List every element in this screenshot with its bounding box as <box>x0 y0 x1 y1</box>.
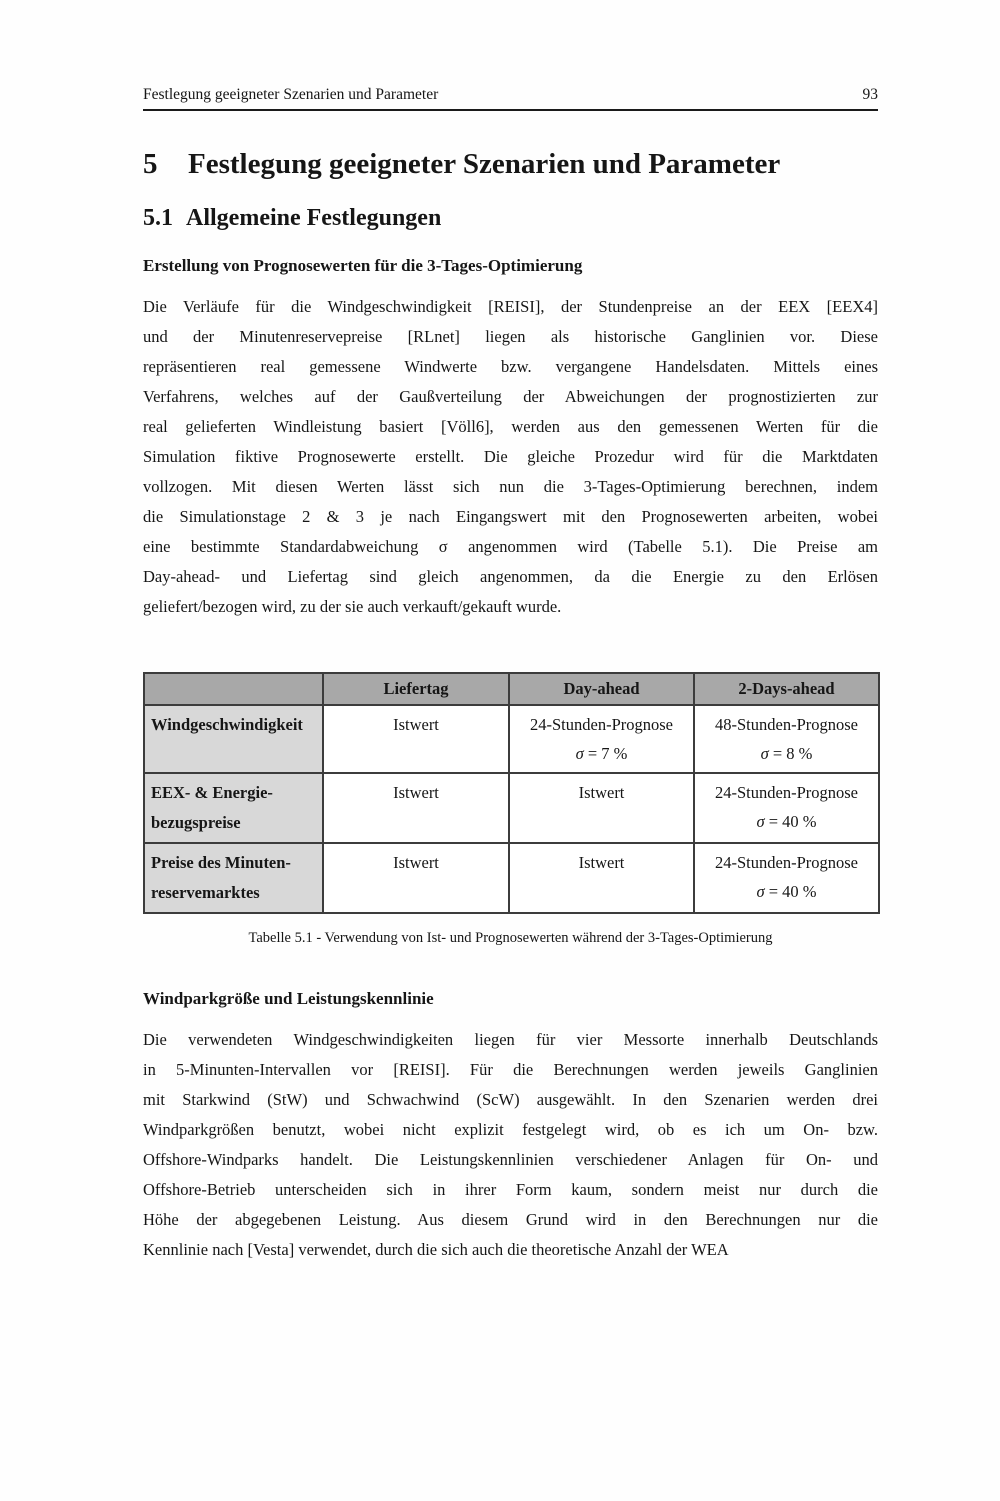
cell-text: Istwert <box>578 782 625 802</box>
cell-text: Istwert <box>393 714 439 734</box>
header-cell-2-days-ahead: 2-Days-ahead <box>694 673 879 705</box>
text-line: real gelieferten Windleistung basiert [Völl6], werden aus den gemessenen Werten für die <box>143 416 878 436</box>
cell-sigma-value: σ = 8 % <box>760 743 813 763</box>
row-label <box>144 773 323 843</box>
section-heading <box>143 204 878 233</box>
text-line: geliefert/bezogen wird, zu der sie auch verkauft/gekauft wurde. <box>143 596 562 616</box>
row-label-line: Windgeschwindigkeit <box>151 714 303 734</box>
cell-day-ahead <box>509 705 694 773</box>
block1-paragraph <box>143 292 878 622</box>
section-title: Allgemeine Festlegungen <box>186 204 442 231</box>
text-line: Offshore-Windparks handelt. Die Leistungskennlinien verschiedener Anlagen für On- und <box>143 1149 878 1169</box>
cell-2-days-ahead <box>694 843 879 913</box>
row-label-line: bezugspreise <box>151 812 241 832</box>
text-line: Verfahrens, welches auf der Gaußverteilung der Abweichungen der prognostizierten zur <box>143 386 878 406</box>
text-line: Day-ahead- und Liefertag sind gleich angenommen, da die Energie zu den Erlösen <box>143 566 878 586</box>
cell-text: Istwert <box>393 782 439 802</box>
table-row-eex-energiebezugspreise <box>144 773 879 843</box>
cell-2-days-ahead <box>694 773 879 843</box>
cell-sigma-value: σ = 40 % <box>756 811 817 831</box>
page-content <box>143 86 878 1265</box>
row-label-line: Preise des Minuten- <box>151 852 291 872</box>
block1-heading: Erstellung von Prognosewerten für die 3-Tages-Optimierung <box>143 255 583 275</box>
text-line: Offshore-Betrieb unterscheiden sich in ihrer Form kaum, sondern meist nur durch die <box>143 1179 878 1199</box>
cell-sigma-value: σ = 40 % <box>756 881 817 901</box>
text-line: mit Starkwind (StW) und Schwachwind (ScW) ausgewählt. In den Szenarien werden drei <box>143 1089 878 1109</box>
text-line: Windparkgrößen benutzt, wobei nicht explizit festgelegt wird, ob es ich um On- bzw. <box>143 1119 878 1139</box>
text-line: die Simulationstage 2 & 3 je nach Eingangswert mit den Prognosewerten arbeiten, wobei <box>143 506 878 526</box>
cell-text: 24-Stunden-Prognose <box>715 782 858 802</box>
page-number: 93 <box>862 86 878 103</box>
section-number: 5.1 <box>143 204 173 231</box>
cell-liefertag <box>323 773 509 843</box>
text-line: Kennlinie nach [Vesta] verwendet, durch die sich auch die theoretische Anzahl der WEA <box>143 1239 729 1259</box>
text-line: und der Minutenreservepreise [RLnet] liegen als historische Ganglinien vor. Diese <box>143 326 878 346</box>
text-line: Die verwendeten Windgeschwindigkeiten liegen für vier Messorte innerhalb Deutschlands <box>143 1029 878 1049</box>
cell-2-days-ahead <box>694 705 879 773</box>
table-header-row <box>144 673 879 705</box>
chapter-number: 5 <box>143 148 158 180</box>
row-label <box>144 705 323 773</box>
cell-day-ahead <box>509 773 694 843</box>
text-line: eine bestimmte Standardabweichung σ angenommen wird (Tabelle 5.1). Die Preise am <box>143 536 878 556</box>
text-line: Simulation fiktive Prognosewerte erstellt. Die gleiche Prozedur wird für die Marktdaten <box>143 446 878 466</box>
cell-liefertag <box>323 843 509 913</box>
header-cell-empty <box>144 673 323 705</box>
table-row-windgeschwindigkeit <box>144 705 879 773</box>
cell-text: Istwert <box>578 852 625 872</box>
cell-day-ahead <box>509 843 694 913</box>
running-header-title: Festlegung geeigneter Szenarien und Parameter <box>143 86 439 103</box>
running-header <box>143 86 878 111</box>
text-line: repräsentieren real gemessene Windwerte bzw. vergangene Handelsdaten. Mittels eines <box>143 356 878 376</box>
table-wrapper <box>143 672 878 948</box>
cell-sigma-value: σ = 7 % <box>575 743 628 763</box>
cell-text: 24-Stunden-Prognose <box>530 714 673 734</box>
header-cell-day-ahead: Day-ahead <box>509 673 694 705</box>
header-cell-liefertag: Liefertag <box>323 673 509 705</box>
table-5-1 <box>143 672 880 914</box>
chapter-title: Festlegung geeigneter Szenarien und Parameter <box>188 148 781 180</box>
block2-paragraph <box>143 1025 878 1265</box>
text-line: vollzogen. Mit diesen Werten lässt sich nun die 3-Tages-Optimierung berechnen, indem <box>143 476 878 496</box>
cell-text: 24-Stunden-Prognose <box>715 852 858 872</box>
row-label-line: EEX- & Energie- <box>151 782 273 802</box>
block2-heading: Windparkgröße und Leistungskennlinie <box>143 988 434 1008</box>
cell-text: Istwert <box>393 852 439 872</box>
table-row-minutenreservemarkt <box>144 843 879 913</box>
cell-text: 48-Stunden-Prognose <box>715 714 858 734</box>
text-line: Höhe der abgegebenen Leistung. Aus diesem Grund wird in den Berechnungen nur die <box>143 1209 878 1229</box>
row-label <box>144 843 323 913</box>
text-line: Die Verläufe für die Windgeschwindigkeit [REISI], der Stundenpreise an der EEX [EEX4] <box>143 296 878 316</box>
text-line: in 5-Minunten-Intervallen vor [REISI]. Für die Berechnungen werden jeweils Ganglinien <box>143 1059 878 1079</box>
row-label-line: reservemarktes <box>151 882 260 902</box>
table-caption: Tabelle 5.1 - Verwendung von Ist- und Prognosewerten während der 3-Tages-Optimierung <box>248 929 773 946</box>
cell-liefertag <box>323 705 509 773</box>
chapter-heading <box>143 147 878 182</box>
